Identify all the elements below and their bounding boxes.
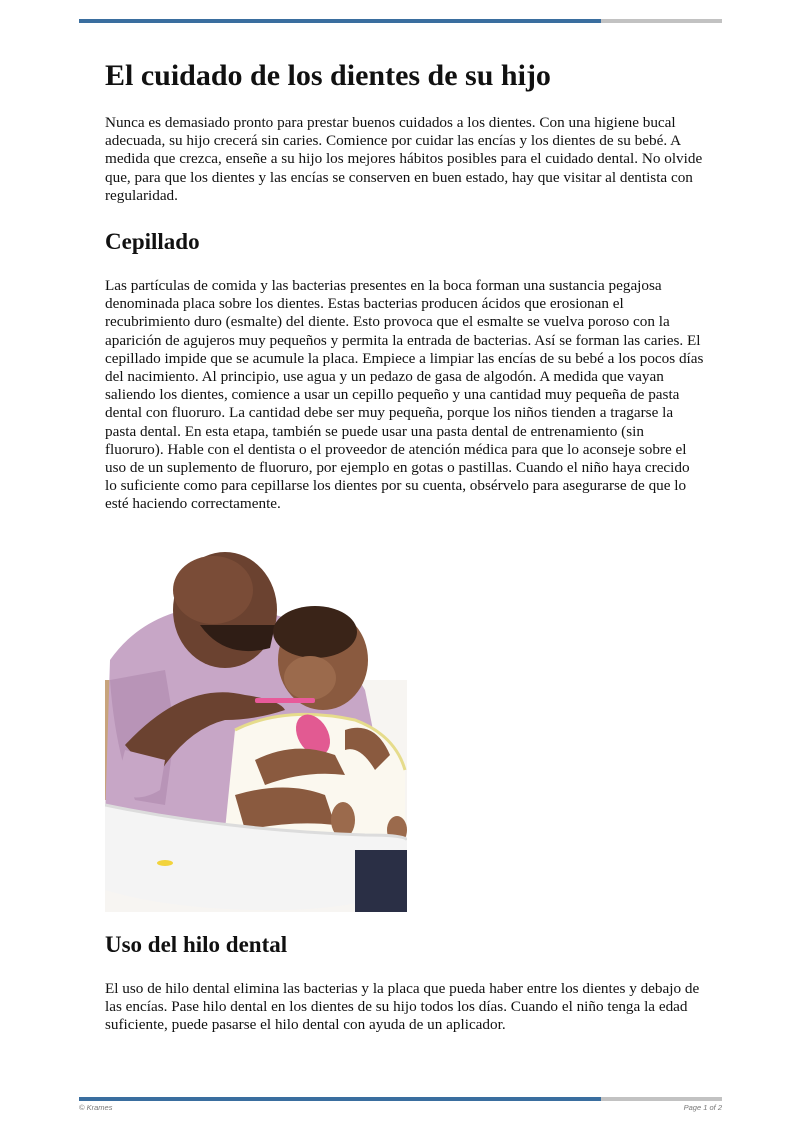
header-rule-gray [601, 19, 722, 23]
section-body-brushing: Las partículas de comida y las bacterias presentes en la boca forman una sustancia pegajosa denominada placa sobre los dientes. Estas bacterias producen ácidos que erosionan el recubrimiento duro (esmalte) del diente. Esto provoca que el esmalte se vuelva poroso con la aparición de agujeros muy pequeños y permita la entrada de bacterias. Así se forman las caries. El cepillado impide que se acumule la placa. Empiece a limpiar las encías de su bebé a los pocos días del nacimiento. Al principio, use agua y un pedazo de gasa de algodón. A medida que vayan saliendo los dientes, comience a usar un cepillo pequeño y una cantidad muy pequeña de pasta dental con fluoruro. La cantidad debe ser muy pequeña, porque los niños tienden a tragarse la pasta dental. En esta etapa, también se puede usar una pasta dental de entrenamiento (sin fluoruro). Hable con el dentista o el proveedor de atención médica para que lo aconseje sobre el uso de un suplemento de fluoruro, por ejemplo en gotas o pastillas. Cuando el niño haya crecido lo suficiente como para cepillarse los dientes por su cuenta, obsérvelo para asegurarse de que lo esté haciendo correctamente. [105, 277, 704, 513]
page-title: El cuidado de los dientes de su hijo [105, 59, 551, 92]
copyright-text: © Krames [79, 1103, 113, 1112]
header-rule-blue [79, 19, 601, 23]
section-heading-flossing: Uso del hilo dental [105, 931, 288, 957]
page-footer [79, 1103, 722, 1112]
footer-rule [79, 1097, 722, 1101]
father-brushing-baby-teeth-photo [105, 530, 407, 912]
footer-rule-blue [79, 1097, 601, 1101]
section-body-flossing: El uso de hilo dental elimina las bacterias y la placa que pueda haber entre los dientes y debajo de las encías. Pase hilo dental en los dientes de su hijo todos los días. Cuando el niño tenga la edad suficiente, puede pasarse el hilo dental con ayuda de un aplicador. [105, 979, 700, 1034]
intro-paragraph: Nunca es demasiado pronto para prestar buenos cuidados a los dientes. Con una higiene bucal adecuada, su hijo crecerá sin caries. Comience por cuidar las encías y los dientes de su bebé. A medida que crezca, enseñe a su hijo los mejores hábitos posibles para el cuidado dental. No olvide que, para que los dientes y las encías se conserven en buen estado, hay que visitar al dentista con regularidad. [105, 114, 703, 204]
page-number: Page 1 of 2 [683, 1103, 722, 1112]
header-rule [79, 19, 722, 23]
document-body [105, 56, 705, 1034]
section-heading-brushing: Cepillado [105, 229, 200, 255]
footer-rule-gray [601, 1097, 722, 1101]
